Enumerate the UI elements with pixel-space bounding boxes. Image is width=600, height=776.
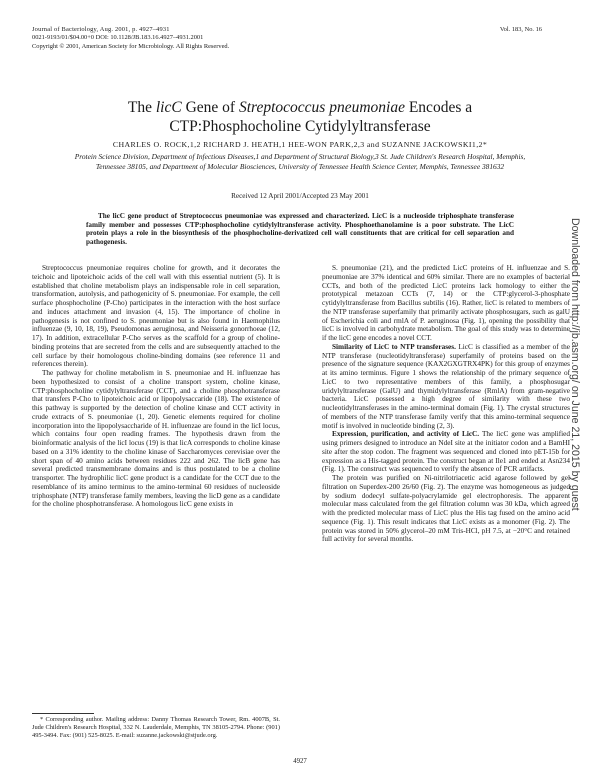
paragraph: Streptococcus pneumoniae requires choline for growth, and it decorates the teichoic and lipoteichoic acids of the cell wall with this essential nutrient (5). It is established that choline metabolism plays an indispensable role in cell separation, transformation, autolysis, and pathogenicity of S. pneumoniae. For example, the cell surface phosphocholine (P-Cho) participates in the interaction with the host surface and induces attachment and invasion (4, 15). The importance of choline in pathogenesis is not confined to S. pneumoniae but is also found in Haemophilus influenzae (9, 10, 18, 19), Pseudomonas aeruginosa, and Neisseria gonorrhoeae (12, 17). In addition, extracellular P-Cho serves as the scaffold for a group of choline-binding proteins that are secreted from the cells and are subsequently attached to the cell surface by their homologous choline-binding domains (see reference 11 and references therein). xyxy=(32,264,280,369)
journal-citation: Journal of Bacteriology, Aug. 2001, p. 4927–4931 xyxy=(32,26,170,33)
copyright-line: Copyright © 2001, American Society for Microbiology. All Rights Reserved. xyxy=(32,42,230,50)
paragraph: The protein was purified on Ni-nitrilotriacetic acid agarose followed by gel filtration on Superdex-200 26/60 (Fig. 2). The enzyme was homogeneous as judged by sodium dodecyl sulfate-polyacrylamide gel electrophoresis. The apparent molecular mass calculated from the gel filtration column was 30 kDa, which agreed with the predicted molecular mass of LicC plus the His tag fused on the amino acid sequence (Fig. 1). This result indicates that LicC exists as a monomer (Fig. 2). The protein was stored in 50% glycerol–20 mM Tris-HCl, pH 7.5, at −20°C and retained full activity for several months. xyxy=(322,474,570,544)
doi-line: 0021-9193/01/$04.00+0 DOI: 10.1128/JB.183.16.4927–4931.2001 xyxy=(32,34,204,42)
running-header xyxy=(32,26,472,51)
article-title xyxy=(40,98,560,136)
paragraph: The pathway for choline metabolism in S. pneumoniae and H. influenzae has been hypothesized to consist of a choline transport system, choline kinase, CTP:phosphocholine cytidylyltransferase (CCT), and a choline phosphotransferase that transfers P-Cho to lipoteichoic acid or lipopolysaccaride (18). The existence of this pathway is supported by the detection of choline kinase and CCT activity in crude extracts of S. pneumoniae (1, 20). Genetic elements required for choline incorporation into the lipopolysaccharide of H. influenzae are found in the licI locus, which contains four open reading frames. The hypothesis drawn from the bioinformatic analysis of the licI locus (19) is that licA corresponds to choline kinase based on a 31% identity to the choline kinase of Saccharomyces cerevisiae over the short span of 40 amino acids between residues 222 and 262. The licB gene has several predicted transmembrane domains and is thus postulated to be a choline transporter. The hydrophilic licC gene product is a candidate for the CCT due to the resemblance of its amino terminus to the amino-terminal 60 residues of nucleoside triphosphate (NTP) transferase family members, leaving the licD gene as a candidate for the choline phosphotransferase. A homologous licC gene exists in xyxy=(32,369,280,509)
author-list: CHARLES O. ROCK,1,2 RICHARD J. HEATH,1 HEE-WON PARK,2,3 and SUZANNE JACKOWSKI1,2* xyxy=(112,140,488,149)
title-organism: Streptococcus pneumoniae xyxy=(238,99,405,116)
title-text-3: Encodes a xyxy=(404,99,473,116)
title-line-2: CTP:Phosphocholine Cytidylyltransferase xyxy=(169,118,431,135)
volume-label: Vol. 183, No. 16 xyxy=(499,26,542,33)
download-watermark[interactable]: Downloaded from http://jb.asm.org/ on June 21, 2015 by guest xyxy=(569,218,581,511)
right-column xyxy=(322,264,570,544)
paragraph: S. pneumoniae (21), and the predicted LicC proteins of H. influenzae and S. pneumoniae are 37% identical and 60% similar. There are no examples of bacterial CCTs, and both of the predicted LicC proteins lack homology to either the prototypical metazoan CCTs (7, 14) or the CTP:glycerol-3-phosphate cytidylyltransferase from Bacillus subtilis (16). Rather, licC is related to members of the NTP transferase superfamily that primarily activate phosphosugars, such as galU of Escherichia coli and rmlA of P. aeruginosa (Fig. 1), opening the possibility that licC is involved in carbohydrate metabolism. The goal of this study was to determine if the licC gene encodes a novel CCT. xyxy=(322,264,570,342)
left-column xyxy=(32,264,280,509)
corresponding-author-footnote: * Corresponding author. Mailing address: Danny Thomas Research Tower, Rm. 4007B, St. Jude Children's Research Hospital, 332 N. Lauderdale, Memphis, TN 38105-2794. Phone: (901) 495-3494. Fax: (901) 525-8025. E-mail: suzanne.jackowski@stjude.org. xyxy=(32,716,280,740)
received-dates: Received 12 April 2001/Accepted 23 May 2001 xyxy=(231,192,369,200)
affiliations: Protein Science Division, Department of Infectious Diseases,1 and Department of Structural Biology,3 St. Jude Children's Research Hospital, Memphis, Tennessee 38105, and Department of Molecular Biosciences, University of Tennessee Health Science Center, Memphis, Tennessee 381632 xyxy=(74,152,526,171)
section-heading: Expression, purification, and activity of LicC. xyxy=(332,430,480,439)
abstract: The licC gene product of Streptococcus pneumoniae was expressed and characterized. LicC is a nucleoside triphosphate transferase family member and possesses CTP:phosphocholine cytidylyltransferase activity. Phosphoethanolamine is a poor substrate. The LicC protein plays a role in the biosynthesis of the phosphocholine-derivatized cell wall constituents that are critical for cell separation and pathogenesis. xyxy=(86,212,514,247)
section-heading: Similarity of LicC to NTP transferases. xyxy=(332,342,456,351)
footnote-rule xyxy=(32,713,94,714)
page-number: 4927 xyxy=(293,758,307,765)
title-text-2: Gene of xyxy=(181,99,239,116)
section-paragraph xyxy=(322,430,570,474)
section-text: The licC gene was amplified using primers designed to introduce an NdeI site at the initiator codon and a BamHI site after the stop codon. The fragment was sequenced and cloned into pET-15b for expression as a His-tagged protein. The construct began at Ile1 and ended at Asn234 (Fig. 1). The construct was sequenced to verify the absence of PCR artifacts. xyxy=(322,430,570,474)
title-text-1: The xyxy=(127,99,156,116)
section-paragraph xyxy=(322,343,570,431)
section-text: LicC is classified as a member of the NTP transferase (nucleotidyltransferase) superfamily of proteins based on the presence of the signature sequence (KAX2GXGTRX4PK) for this group of enzymes at its amino terminus. Figure 1 shows the relationship of the primary sequence of LicC to two representative members of this family, a phosphosugar uridylyltransferase (GalU) and thymidylyltransferase (RmlA) from gram-negative bacteria. LicC possessed a high degree of similarity with these two nucleotidyltransferases in the amino-terminal domain (Fig. 1). The crystal structures of members of the NTP transferase family verify that this amino-terminal sequence motif is involved in nucleotide binding (2, 3). xyxy=(322,342,570,430)
title-gene: licC xyxy=(155,99,182,116)
